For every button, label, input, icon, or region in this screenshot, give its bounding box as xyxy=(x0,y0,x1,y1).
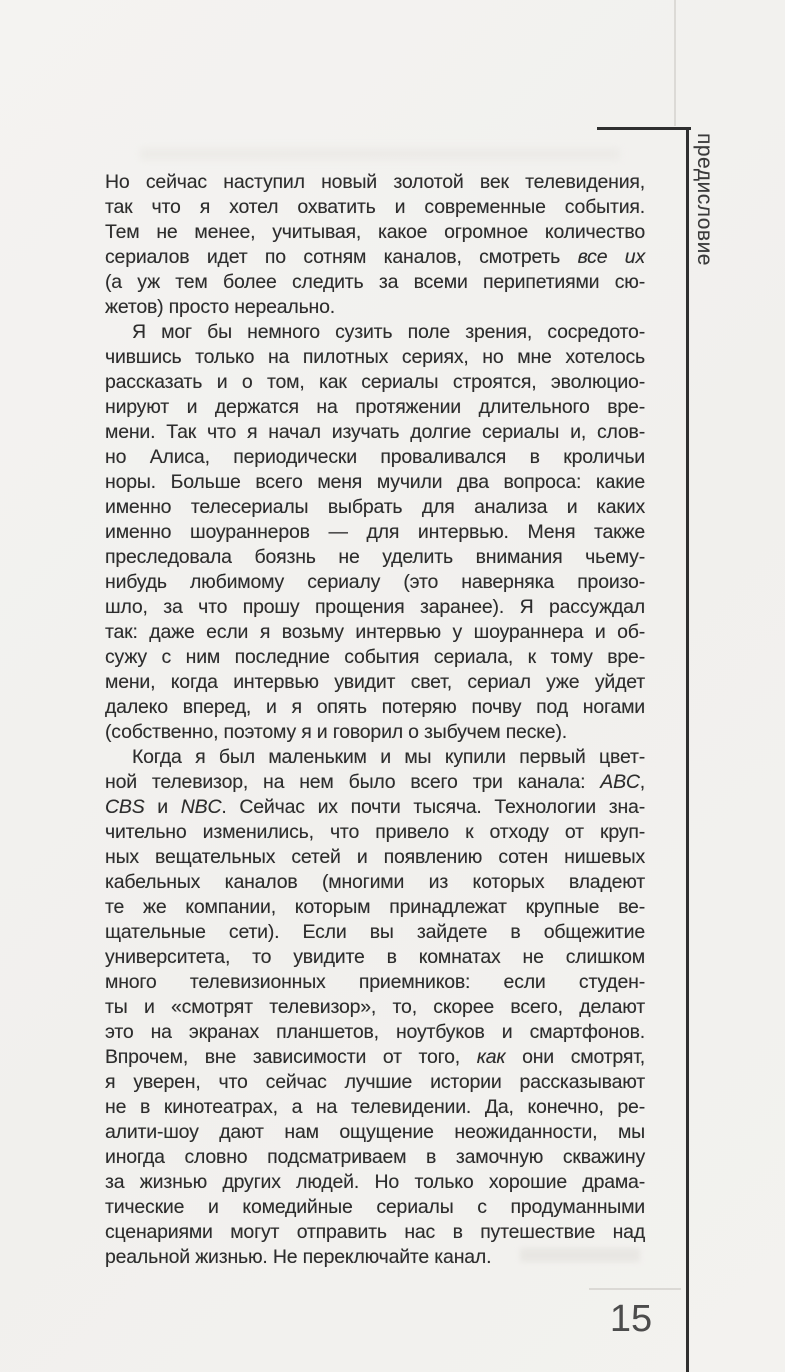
text-line: те же компании, которым принадлежат крупные ве- xyxy=(105,896,645,918)
text-line: щательные сети). Если вы зайдете в общежитие xyxy=(105,921,645,943)
text-line: тические и комедийные сериалы с продуманными xyxy=(105,1196,645,1218)
text-line: иногда словно подсматриваем в замочную скважину xyxy=(105,1146,645,1168)
text-line: жетов) просто нереально. xyxy=(105,296,335,318)
text-line: кабельных каналов (многими из которых владеют xyxy=(105,871,645,893)
chapter-sidebar-label: предисловие xyxy=(693,133,716,266)
text-line: (собственно, поэтому я и говорил о зыбучем песке). xyxy=(105,721,567,743)
text-line: CBS и NBC. Сейчас их почти тысяча. Технологии зна- xyxy=(105,796,645,818)
text-line: нибудь любимому сериалу (это наверняка произо- xyxy=(105,571,645,593)
text-line: алити-шоу дают нам ощущение неожиданности, мы xyxy=(105,1121,645,1143)
page-number: 15 xyxy=(609,1298,653,1340)
text-line: это на экранах планшетов, ноутбуков и смартфонов. xyxy=(105,1021,645,1043)
text-line: сценариями могут отправить нас в путешествие над xyxy=(105,1221,645,1243)
text-line: но Алиса, периодически проваливался в кроличьи xyxy=(105,446,645,468)
text-line: я уверен, что сейчас лучшие истории рассказывают xyxy=(105,1071,645,1093)
text-line: далеко вперед, и я опять потеряю почву под ногами xyxy=(105,696,645,718)
text-line: чившись только на пилотных сериях, но мне хотелось xyxy=(105,346,645,368)
text-line: Но сейчас наступил новый золотой век телевидения, xyxy=(105,171,645,193)
bleedthrough-artifact xyxy=(140,148,620,160)
text-line: именно телесериалы выбрать для анализа и каких xyxy=(105,496,645,518)
text-line: именно шоураннеров — для интервью. Меня также xyxy=(105,521,645,543)
text-line: университета, то увидите в комнатах не слишком xyxy=(105,946,645,968)
text-line: за жизнью других людей. Но только хорошие драма- xyxy=(105,1171,645,1193)
text-line: сужу с ним последние события сериала, к тому вре- xyxy=(105,646,645,668)
text-line: ных вещательных сетей и появлению сотен нишевых xyxy=(105,846,645,868)
text-line: ной телевизор, на нем было всего три канала: ABC, xyxy=(105,771,645,793)
text-line: преследовала боязнь не уделить внимания чьему- xyxy=(105,546,645,568)
page-edge-line xyxy=(674,0,676,126)
body-text xyxy=(105,170,645,1270)
text-line: мени, когда интервью увидит свет, сериал уже уйдет xyxy=(105,671,645,693)
text-line: много телевизионных приемников: если студен- xyxy=(105,971,645,993)
text-line: нируют и держатся на протяжении длительного вре- xyxy=(105,396,645,418)
text-line: ты и «смотрят телевизор», то, скорее всего, делают xyxy=(105,996,645,1018)
text-line: не в кинотеатрах, а на телевидении. Да, конечно, ре- xyxy=(105,1096,645,1118)
text-line: мени. Так что я начал изучать долгие сериалы и, слов- xyxy=(105,421,645,443)
text-line: Тем не менее, учитывая, какое огромное количество xyxy=(105,221,645,243)
text-line: реальной жизнью. Не переключайте канал. xyxy=(105,1246,492,1268)
text-line: норы. Больше всего меня мучили два вопроса: какие xyxy=(105,471,645,493)
text-line: Я мог бы немного сузить поле зрения, сосредото- xyxy=(132,321,645,343)
text-line: чительно изменились, что привело к отходу от круп- xyxy=(105,821,645,843)
text-line: так что я хотел охватить и современные события. xyxy=(105,196,645,218)
text-line: сериалов идет по сотням каналов, смотреть все их xyxy=(105,246,645,268)
folio-rule xyxy=(589,1288,681,1290)
text-line: шло, за что прошу прощения заранее). Я рассуждал xyxy=(105,596,645,618)
text-line: (а уж тем более следить за всеми перипетиями сю- xyxy=(105,271,645,293)
text-line: рассказать и о том, как сериалы строятся, эволюцио- xyxy=(105,371,645,393)
text-line: Когда я был маленьким и мы купили первый цвет- xyxy=(132,746,645,768)
text-line: Впрочем, вне зависимости от того, как они смотрят, xyxy=(105,1046,645,1068)
chapter-rule-vertical xyxy=(686,127,689,1372)
text-line: так: даже если я возьму интервью у шоураннера и об- xyxy=(105,621,645,643)
chapter-rule-top xyxy=(597,127,691,130)
